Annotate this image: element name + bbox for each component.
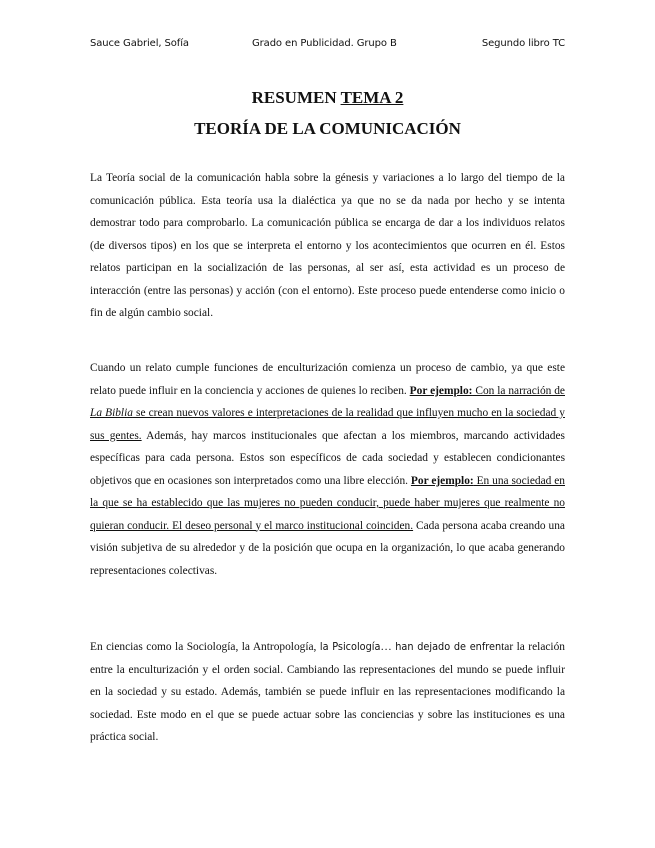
header-degree: Grado en Publicidad. Grupo B	[252, 38, 397, 49]
paragraph-1: La Teoría social de la comunicación habla sobre la génesis y variaciones a lo largo del tiempo de la comunicación pública. Esta teoría usa la dialéctica ya que no se da nada por hecho y se intenta demostrar todo para comprobarlo. La comunicación pública se encarga de dar a los individuos relatos (de diversos tipos) en los que se interpreta el entorno y los acontecimientos que ocurren en él. Estos relatos participan en la socialización de las personas, al ser así, esta actividad es un proceso de interacción (entre las personas) y acción (con el entorno). Este proceso puede entenderse como inicio o fin de algún cambio social.	[90, 172, 565, 319]
title-prefix: RESUMEN	[251, 88, 341, 107]
p3-sans-2: han dejado de enfren	[395, 640, 502, 653]
document-title	[0, 88, 655, 108]
header-book: Segundo libro TC	[481, 38, 565, 49]
example-2-text: En una sociedad en la que se ha establecido que las mujeres no pueden conducir, puede haber mujeres que realmente no quieran conducir. El deseo personal y el marco institucional coinciden.	[90, 474, 565, 532]
header-author: Sauce Gabriel, Sofía	[90, 38, 189, 49]
example-1-book-title: La Biblia	[90, 407, 133, 419]
example-1-part-a: Con la narración de	[472, 384, 565, 397]
p3-sans-1: la Psicología	[319, 640, 381, 653]
title-topic: TEMA 2	[340, 88, 404, 107]
paragraph-2	[90, 357, 565, 582]
example-label-2: Por ejemplo:	[410, 474, 474, 487]
p3-part-a: En ciencias como la Sociología, la Antropología,	[90, 641, 320, 653]
p2-sentence-3: Cada persona acaba creando una visión subjetiva de su alrededor y de la posición que ocupa en la organización, lo que acaba generando representaciones colectivas.	[90, 519, 565, 577]
p2-sentence-2: Además, hay marcos institucionales que afectan a los miembros, marcando actividades específicas para cada persona. Estos son específicos de cada sociedad y establecen condicionantes objetivos que en ocasiones son interpretados como una libre elección.	[90, 429, 565, 487]
p3-part-c: tar la relación entre la enculturización y el orden social. Cambiando las representaciones del mundo se puede influir en la sociedad y su estado. Además, también se puede influir en las representaciones modificando la sociedad. Este modo en el que se puede actuar sobre las conciencias y sobre las instituciones es una práctica social.	[90, 641, 565, 743]
example-1-part-b: se crean nuevos valores e interpretaciones de la realidad que influyen mucho en la sociedad y sus gentes.	[90, 407, 565, 442]
page-header	[90, 38, 565, 54]
p3-part-b: …	[380, 641, 396, 653]
p2-sentence-1: Cuando un relato cumple funciones de enculturización comienza un proceso de cambio, ya que este relato puede influir en la conciencia y acciones de quienes lo reciben.	[90, 362, 565, 397]
paragraph-3	[90, 636, 565, 749]
document-subtitle: TEORÍA DE LA COMUNICACIÓN	[194, 119, 461, 138]
example-label-1: Por ejemplo:	[409, 384, 473, 397]
